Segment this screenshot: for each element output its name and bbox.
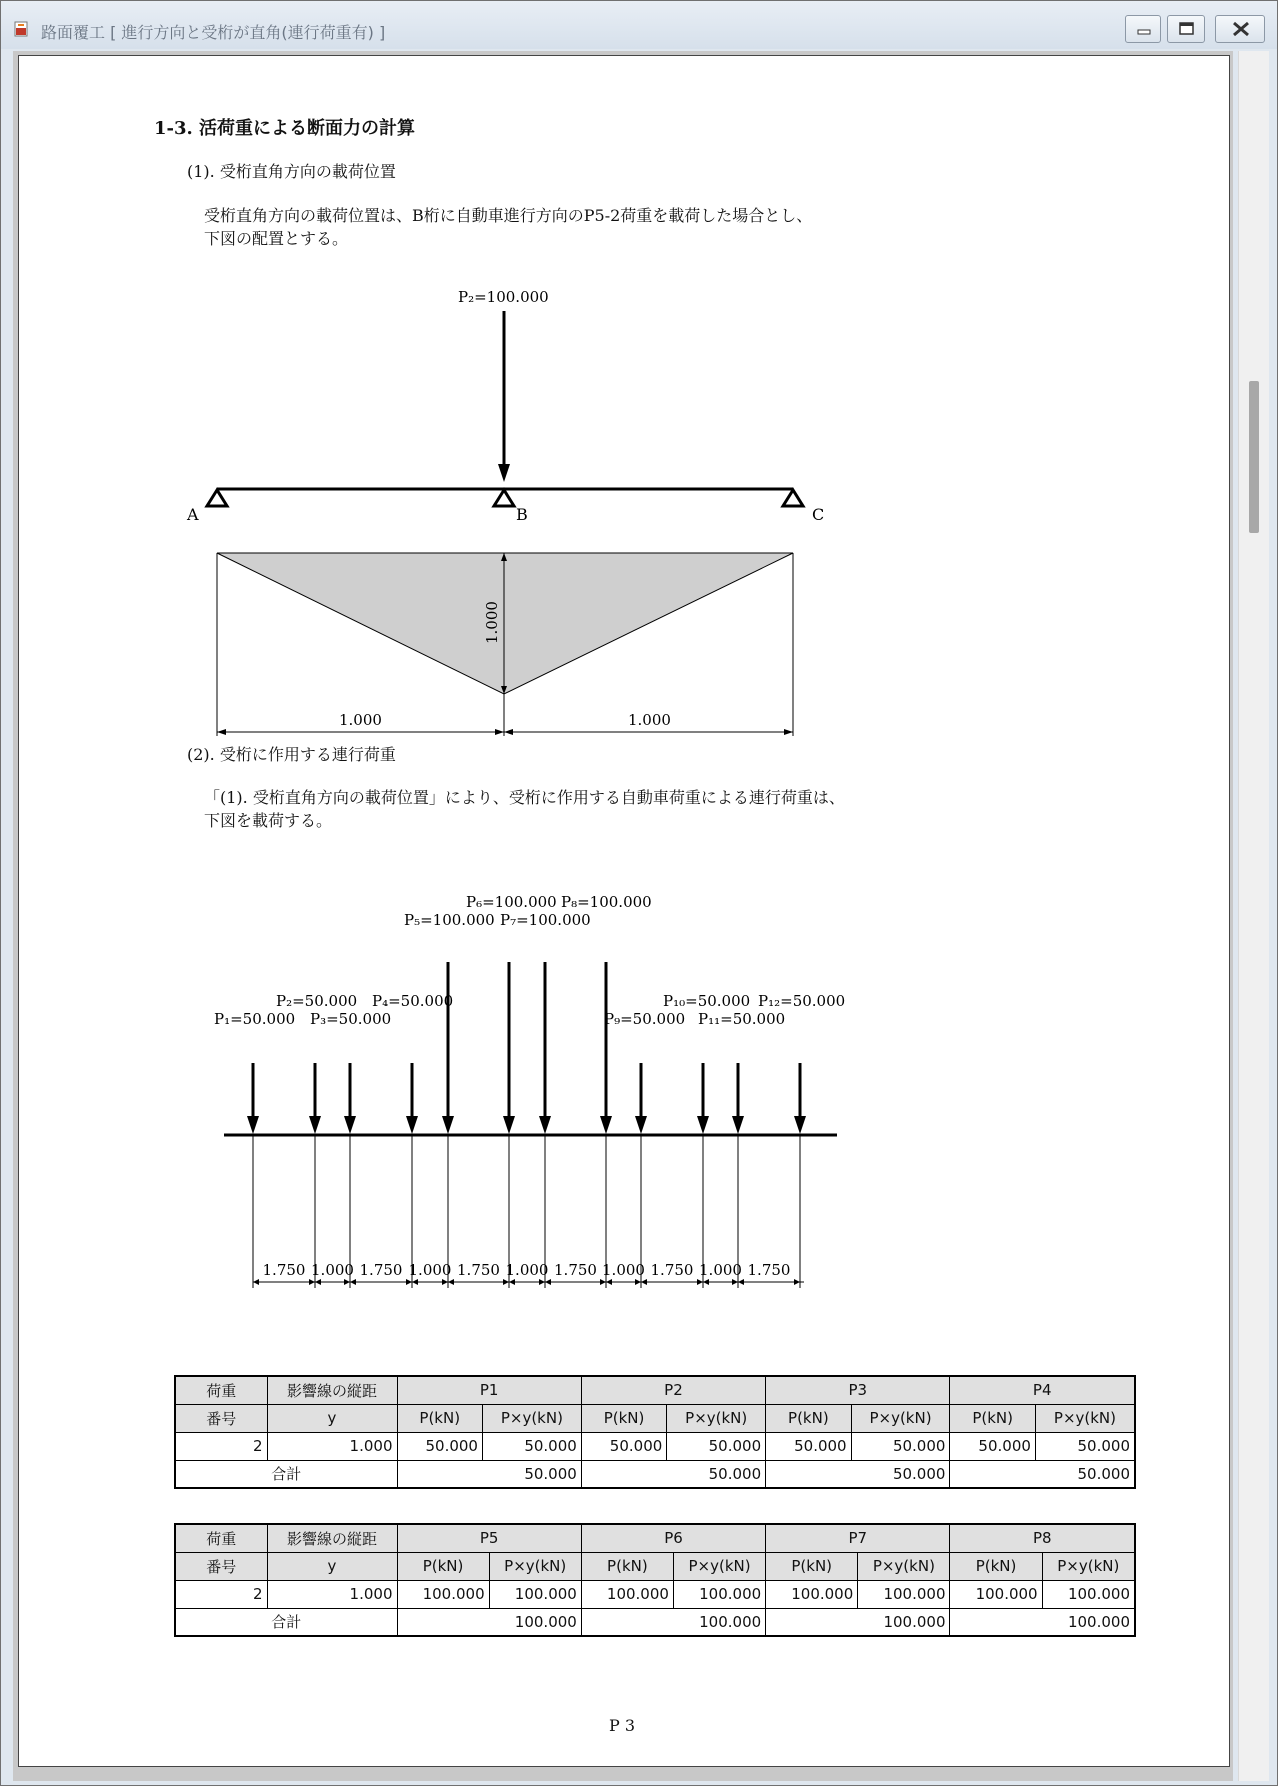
cell: 50.000 [950,1432,1035,1460]
load-arrow-head [344,1116,356,1134]
spacing-label: 1.750 [554,1261,597,1279]
ordinate-label: 1.000 [483,601,501,644]
document-page [18,55,1230,1767]
cell: 50.000 [1035,1432,1135,1460]
support-label-a: A [187,505,199,524]
support-label-c: C [812,505,825,524]
load-table-1 [174,1375,1136,1489]
load-label: P₈=100.000 [561,893,652,911]
spacing-label: 1.000 [311,1261,354,1279]
load-arrow-head [600,1116,612,1134]
load-label: P₇=100.000 [500,911,591,929]
header-load: 荷重 [175,1376,267,1404]
header-group: P8 [950,1524,1135,1552]
load-arrow-head [406,1116,418,1134]
paragraph-1-line-1: 受桁直角方向の載荷位置は、B桁に自動車進行方向のP5-2荷重を載荷した場合とし、 [204,206,813,225]
span-label-left: 1.000 [339,711,382,729]
maximize-icon [1168,16,1206,44]
header-no: 番号 [175,1404,267,1432]
scrollbar-thumb[interactable] [1249,381,1259,533]
cell: 50.000 [581,1432,666,1460]
load-arrow-head [635,1116,647,1134]
total-cell: 100.000 [950,1608,1135,1636]
close-button[interactable] [1215,15,1265,43]
total-label: 合計 [175,1460,397,1488]
header-py: P×y(kN) [858,1552,950,1580]
spacing-label: 1.750 [262,1261,306,1279]
close-icon [1216,16,1266,44]
spacing-label: 1.000 [505,1261,549,1279]
header-py: P×y(kN) [489,1552,581,1580]
total-row [175,1608,1135,1636]
cell: 50.000 [667,1432,766,1460]
table-row [175,1432,1135,1460]
cell: 2 [175,1580,267,1608]
total-cell: 100.000 [766,1608,950,1636]
load-arrow-head [309,1116,321,1134]
cell: 100.000 [950,1580,1042,1608]
header-group: P3 [766,1376,950,1404]
cell: 50.000 [851,1432,950,1460]
cell: 2 [175,1432,267,1460]
header-y: y [267,1552,397,1580]
load-arrow-head [794,1116,806,1134]
header-group: P2 [581,1376,765,1404]
document-icon [13,21,29,37]
spacing-label: 1.750 [747,1261,791,1279]
header-group: P5 [397,1524,581,1552]
cell: 50.000 [482,1432,581,1460]
header-group: P1 [397,1376,581,1404]
load-arrow-head [697,1116,709,1134]
subsection-2-heading: (2). 受桁に作用する連行荷重 [187,745,396,764]
cell: 100.000 [673,1580,765,1608]
total-cell: 50.000 [581,1460,765,1488]
title-bar[interactable] [1,1,1277,49]
cell: 50.000 [766,1432,851,1460]
total-cell: 100.000 [581,1608,765,1636]
header-no: 番号 [175,1552,267,1580]
load-label: P₁=50.000 [214,1010,296,1028]
header-py: P×y(kN) [667,1404,766,1432]
minimize-button[interactable] [1125,15,1161,43]
total-cell: 100.000 [397,1608,581,1636]
header-p: P(kN) [581,1552,673,1580]
subsection-1-heading: (1). 受桁直角方向の載荷位置 [187,162,396,181]
paragraph-1-line-2: 下図の配置とする。 [204,229,349,248]
support-label-b: B [516,505,528,524]
header-group: P4 [950,1376,1135,1404]
load-label-p2: P₂=100.000 [458,288,549,306]
total-cell: 50.000 [950,1460,1135,1488]
header-py: P×y(kN) [851,1404,950,1432]
spacing-label: 1.000 [408,1261,452,1279]
spacing-label: 1.750 [650,1261,694,1279]
moving-load-diagram [19,56,1229,1766]
load-label: P₁₁=50.000 [698,1010,786,1028]
paragraph-2-line-2: 下図を載荷する。 [204,811,333,830]
header-p: P(kN) [581,1404,666,1432]
cell: 1.000 [267,1580,397,1608]
load-label: P₆=100.000 [466,893,557,911]
load-label: P₃=50.000 [310,1010,392,1028]
cell: 1.000 [267,1432,397,1460]
header-load: 荷重 [175,1524,267,1552]
load-label: P₅=100.000 [404,911,495,929]
header-p: P(kN) [397,1404,482,1432]
header-p: P(kN) [397,1552,489,1580]
header-p: P(kN) [950,1404,1035,1432]
spacing-label: 1.000 [602,1261,645,1279]
cell: 100.000 [766,1580,858,1608]
load-label: P₂=50.000 [276,992,358,1010]
total-row [175,1460,1135,1488]
header-py: P×y(kN) [1042,1552,1135,1580]
vertical-scrollbar[interactable] [1238,51,1269,1781]
load-label: P₉=50.000 [604,1010,686,1028]
header-ordinate: 影響線の縦距 [267,1376,397,1404]
load-arrow-head [539,1116,551,1134]
page-number: P 3 [609,1716,636,1735]
load-label: P₄=50.000 [372,992,454,1010]
spacing-label: 1.750 [359,1261,403,1279]
paragraph-2-line-1: 「(1). 受桁直角方向の載荷位置」により、受桁に作用する自動車荷重による連行荷重は、 [204,788,845,807]
total-label: 合計 [175,1608,397,1636]
table-row [175,1580,1135,1608]
header-group: P6 [581,1524,765,1552]
header-group: P7 [766,1524,950,1552]
section-heading: 1-3. 活荷重による断面力の計算 [154,118,416,139]
minimize-icon [1126,16,1162,44]
cell: 50.000 [397,1432,482,1460]
spacing-label: 1.750 [457,1261,500,1279]
cell: 100.000 [858,1580,950,1608]
total-cell: 50.000 [766,1460,950,1488]
span-label-right: 1.000 [628,711,671,729]
spacing-label: 1.000 [699,1261,742,1279]
maximize-button[interactable] [1167,15,1205,43]
load-table-2 [174,1523,1136,1637]
header-p: P(kN) [766,1552,858,1580]
window-title: 路面覆工 [ 進行方向と受桁が直角(連行荷重有) ] [41,23,386,42]
header-p: P(kN) [766,1404,851,1432]
header-y: y [267,1404,397,1432]
load-arrow-head [442,1116,454,1134]
cell: 100.000 [397,1580,489,1608]
header-py: P×y(kN) [482,1404,581,1432]
cell: 100.000 [489,1580,581,1608]
header-py: P×y(kN) [1035,1404,1135,1432]
header-p: P(kN) [950,1552,1042,1580]
cell: 100.000 [581,1580,673,1608]
header-py: P×y(kN) [673,1552,765,1580]
load-label: P₁₂=50.000 [758,992,846,1010]
header-ordinate: 影響線の縦距 [267,1524,397,1552]
load-arrow-head [247,1116,259,1134]
total-cell: 50.000 [397,1460,581,1488]
load-label: P₁₀=50.000 [663,992,751,1010]
load-arrow-head [732,1116,744,1134]
cell: 100.000 [1042,1580,1135,1608]
load-arrow-head [503,1116,515,1134]
